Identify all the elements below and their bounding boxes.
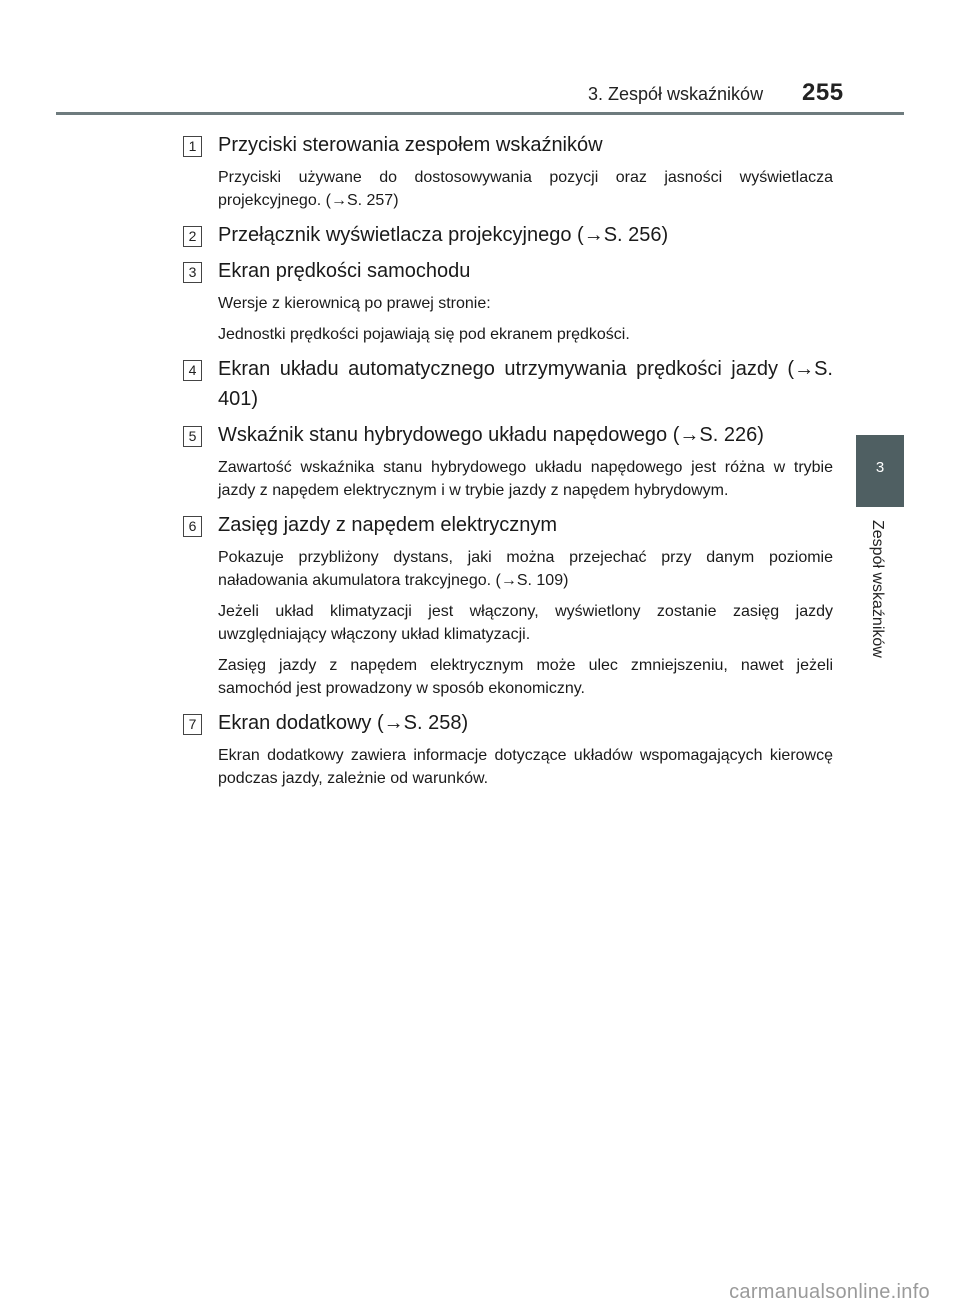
item-description: Jeżeli układ klimatyzacji jest włączony, wyświetlony zostanie zasięg jazdy uwzględniający włączony układ klimatyzacji. [218, 603, 833, 643]
item-number-badge: 3 [183, 262, 202, 283]
item-number-badge: 7 [183, 714, 202, 735]
chapter-number: 3 [875, 459, 885, 476]
list-item [183, 354, 833, 414]
chapter-label-text: Zespół wskaźników [869, 520, 886, 658]
item-description: Wersje z kierownicą po prawej stronie: [218, 295, 491, 312]
item-title: Przełącznik wyświetlacza projekcyjnego (→S. 256) [218, 224, 669, 246]
item-number-badge: 5 [183, 426, 202, 447]
item-number-badge: 4 [183, 360, 202, 381]
chapter-label [868, 520, 894, 720]
item-description: Zawartość wskaźnika stanu hybrydowego układu napędowego jest różna w trybie jazdy z napędem elektrycznym i w trybie jazdy z napędem hybrydowym. [218, 459, 833, 499]
watermark: carmanualsonline.info [729, 1281, 930, 1303]
item-title: Ekran dodatkowy (→S. 258) [218, 712, 469, 734]
section-title: 3. Zespół wskaźników [588, 84, 764, 104]
item-number-badge: 6 [183, 516, 202, 537]
page-header [0, 0, 960, 120]
item-description: Ekran dodatkowy zawiera informacje dotyczące układów wspomagających kierowcę podczas jazdy, zależnie od warunków. [218, 747, 833, 787]
item-description: Pokazuje przybliżony dystans, jaki można przejechać przy danym poziomie naładowania akumulatora trakcyjnego. (→S. 109) [218, 549, 833, 589]
list-item [183, 130, 833, 212]
item-title: Przyciski sterowania zespołem wskaźników [218, 134, 603, 156]
list-item [183, 256, 833, 346]
item-description: Przyciski używane do dostosowywania pozycji oraz jasności wyświetlacza projekcyjnego. (→S. 257) [218, 169, 833, 209]
item-number-badge: 2 [183, 226, 202, 247]
item-list [183, 130, 833, 798]
list-item [183, 420, 833, 502]
item-number-badge: 1 [183, 136, 202, 157]
header-divider [56, 112, 904, 115]
list-item [183, 510, 833, 700]
item-title: Wskaźnik stanu hybrydowego układu napędowego (→S. 226) [218, 424, 764, 446]
item-title: Ekran prędkości samochodu [218, 260, 471, 282]
list-item [183, 708, 833, 790]
item-title: Zasięg jazdy z napędem elektrycznym [218, 514, 558, 536]
chapter-tab [856, 435, 904, 507]
item-description: Jednostki prędkości pojawiają się pod ekranem prędkości. [218, 326, 630, 343]
item-description: Zasięg jazdy z napędem elektrycznym może ulec zmniejszeniu, nawet jeżeli samochód jest prowadzony w sposób ekonomiczny. [218, 657, 833, 697]
item-title: Ekran układu automatycznego utrzymywania prędkości jazdy (→S. 401) [218, 358, 833, 410]
page-number: 255 [802, 79, 844, 106]
list-item [183, 220, 833, 250]
